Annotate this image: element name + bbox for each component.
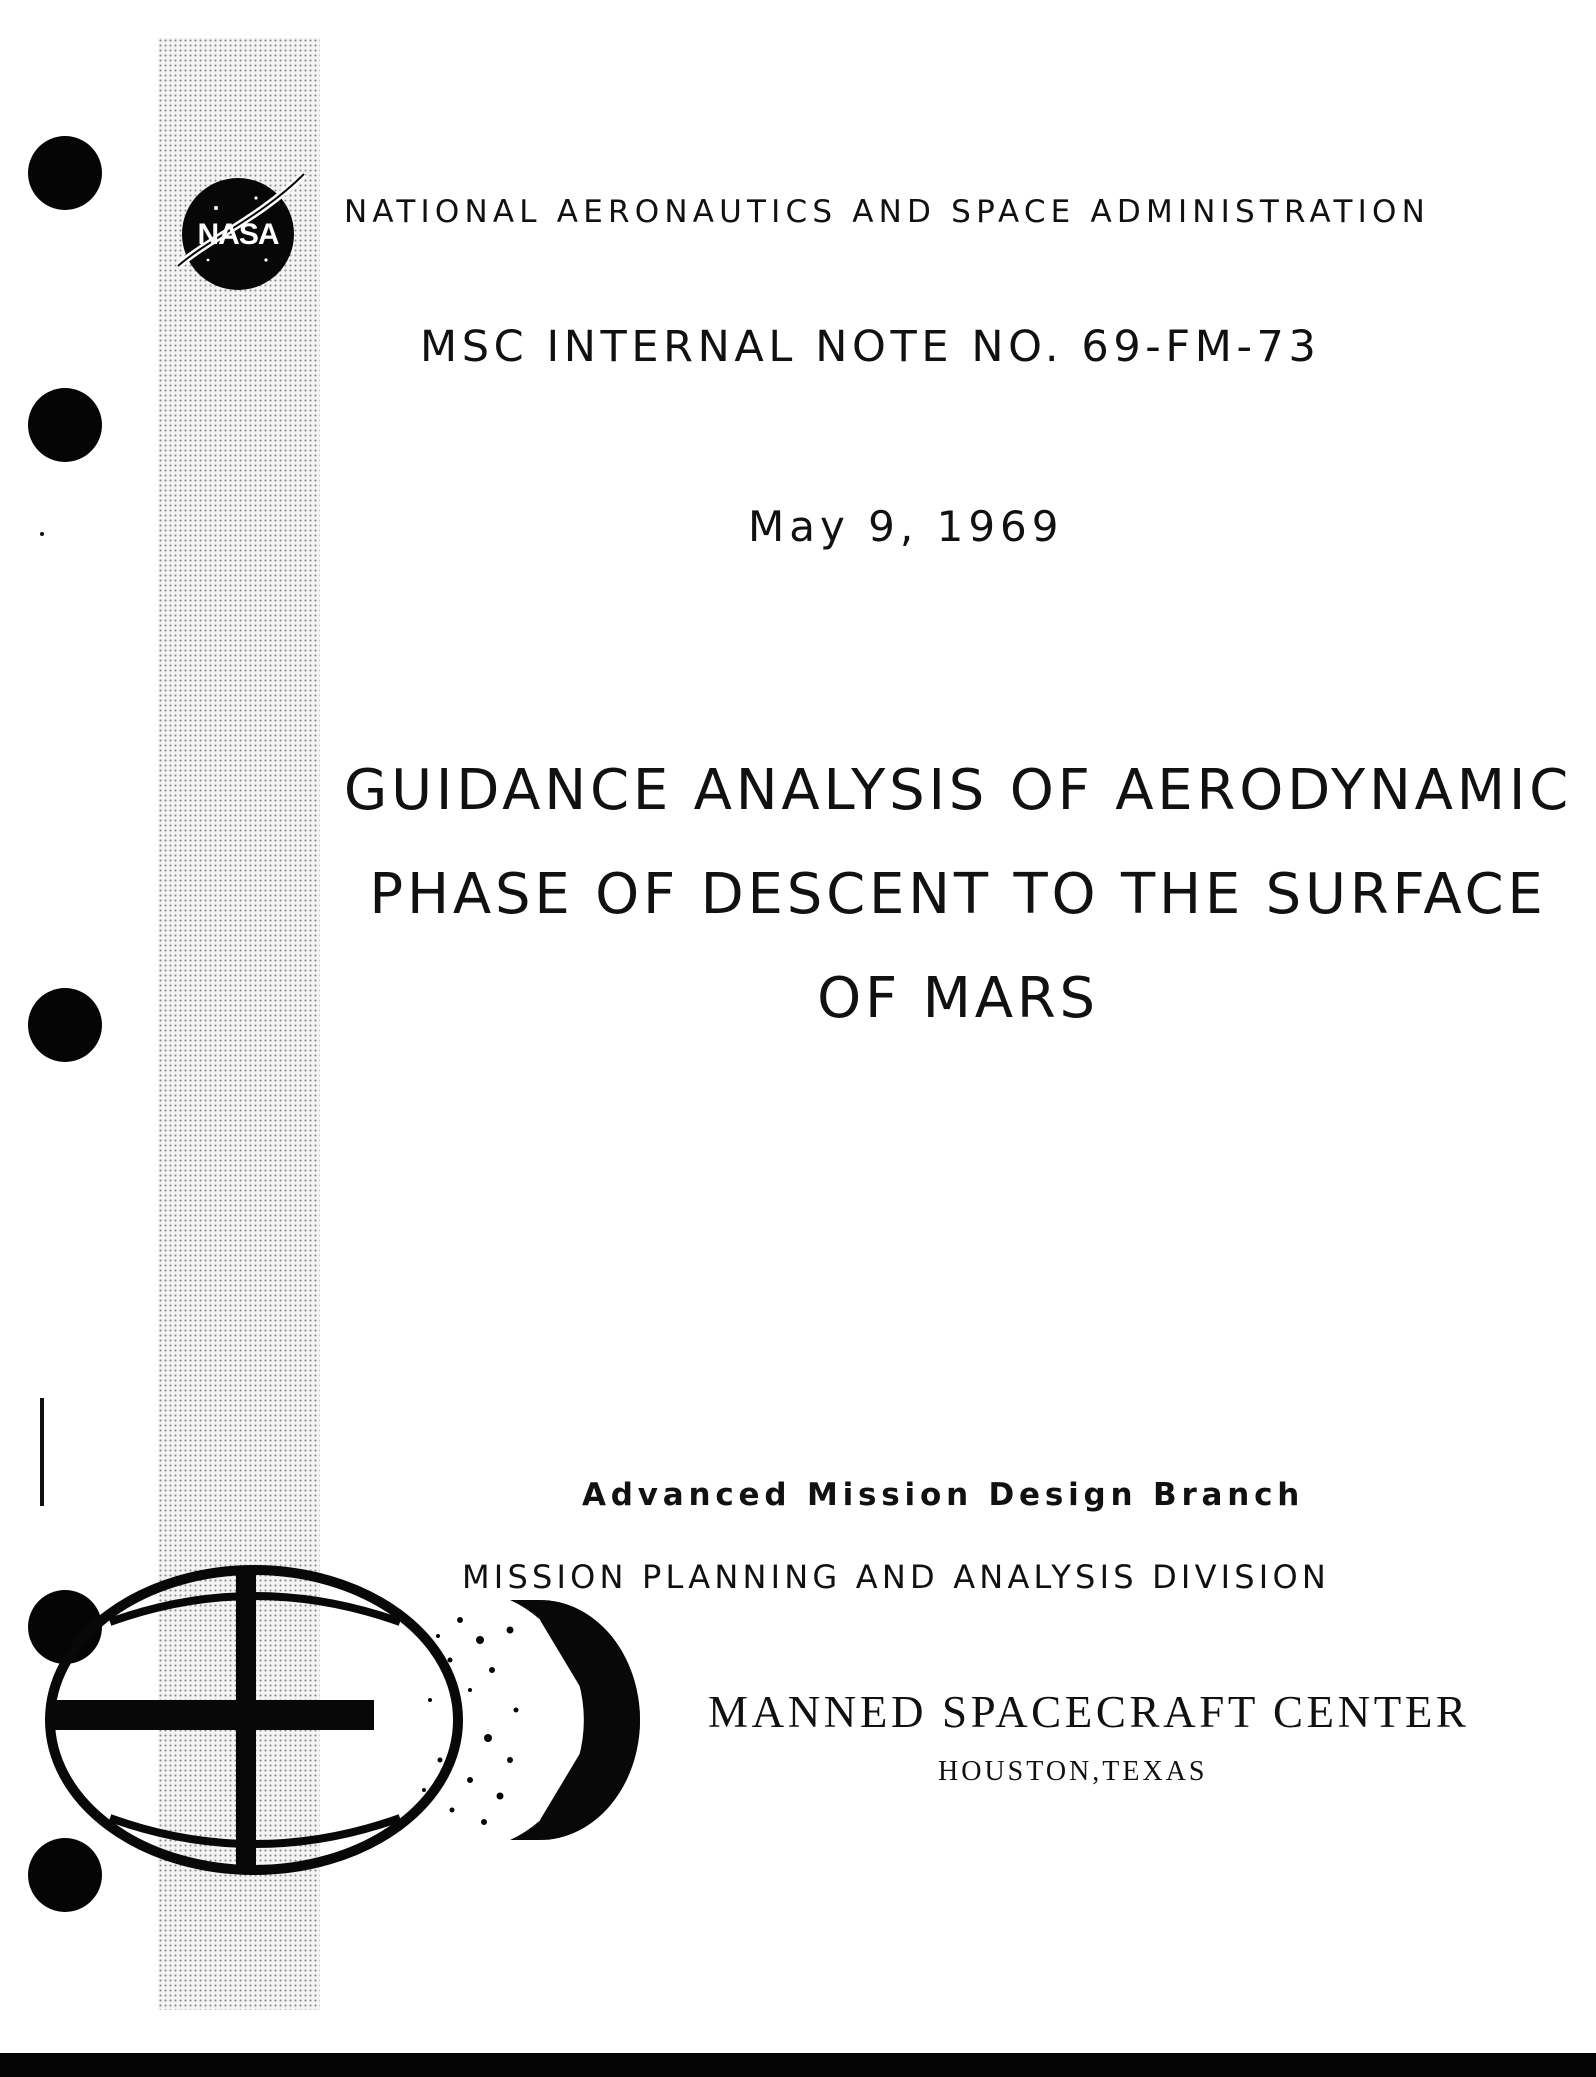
- center-location: HOUSTON,TEXAS: [938, 1756, 1208, 1787]
- title-line-3: OF MARS: [817, 966, 1099, 1031]
- msc-emblem: [40, 1560, 660, 1880]
- note-number: MSC INTERNAL NOTE NO. 69-FM-73: [420, 322, 1321, 372]
- svg-text:NASA: NASA: [197, 218, 279, 251]
- punch-hole: [28, 388, 102, 462]
- branch-name: Advanced Mission Design Branch: [582, 1477, 1305, 1513]
- title-line-2: PHASE OF DESCENT TO THE SURFACE: [369, 862, 1547, 927]
- scan-bottom-edge: [0, 2053, 1596, 2077]
- title-line-1: GUIDANCE ANALYSIS OF AERODYNAMIC: [343, 758, 1573, 823]
- center-name: MANNED SPACECRAFT CENTER: [708, 1687, 1470, 1737]
- scan-mark: [40, 532, 44, 536]
- division-name: MISSION PLANNING AND ANALYSIS DIVISION: [462, 1558, 1330, 1596]
- punch-hole: [28, 136, 102, 210]
- scan-mark: [40, 1398, 44, 1506]
- agency-name: NATIONAL AERONAUTICS AND SPACE ADMINISTRATION: [344, 194, 1430, 230]
- punch-hole: [28, 988, 102, 1062]
- nasa-logo: [170, 168, 310, 298]
- publication-date: May 9, 1969: [748, 502, 1064, 551]
